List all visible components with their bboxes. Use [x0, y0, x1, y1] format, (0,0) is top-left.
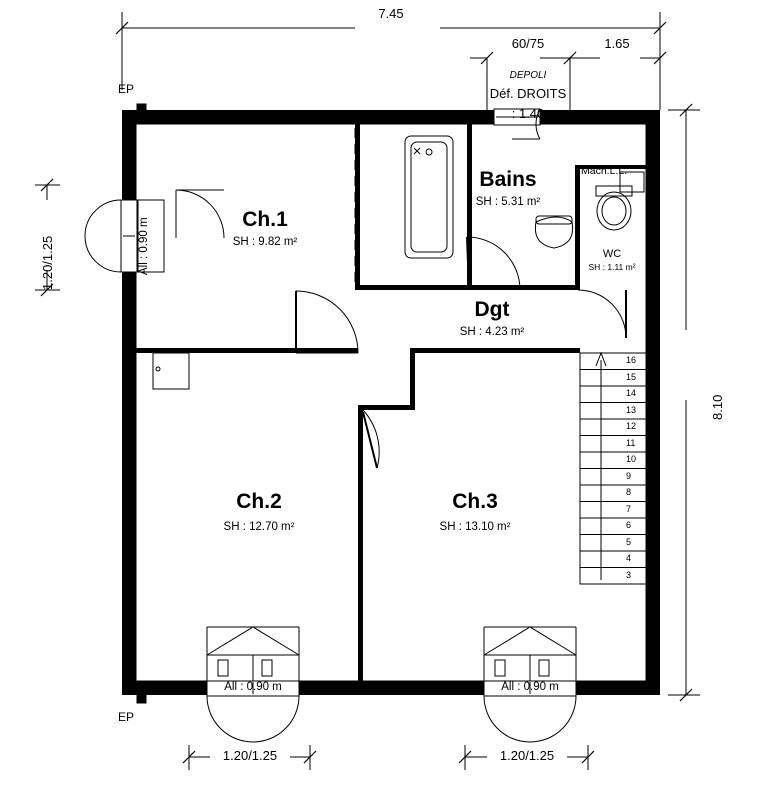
stair-step-15: 15	[626, 371, 637, 382]
label-ep-bottom: EP	[118, 710, 135, 724]
room-name-dgt: Dgt	[474, 298, 510, 321]
stair-step-8: 8	[626, 487, 632, 497]
label-mach-ll: Mach.L.L.	[581, 165, 628, 177]
dim-overall-height: 8.10	[710, 394, 725, 420]
stair-step-3: 3	[626, 569, 632, 580]
room-name-bains: Bains	[479, 168, 537, 191]
label-depoli: DEPOLI	[509, 70, 547, 81]
stair-step-7: 7	[626, 503, 632, 514]
room-area-bains: SH : 5.31 m²	[475, 196, 541, 208]
room-area-ch2: SH : 12.70 m²	[223, 521, 295, 533]
dim-bottom-right-window: 1.20/1.25	[499, 748, 555, 763]
label-bottom-right-allege: All : 0.90 m	[501, 681, 559, 693]
stair-step-4: 4	[626, 553, 632, 563]
room-area-dgt: SH : 4.23 m²	[459, 326, 525, 338]
label-def-droits: Déf. DROITS	[489, 86, 567, 101]
room-name-ch2: Ch.2	[236, 490, 282, 513]
dim-top-right-segment: 1.65	[604, 36, 630, 51]
stair-step-13: 13	[626, 404, 637, 415]
room-name-ch1: Ch.1	[242, 208, 288, 231]
stair-step-5: 5	[626, 536, 632, 547]
stair-step-16: 16	[626, 355, 637, 365]
stair-step-6: 6	[626, 520, 632, 530]
stair-step-9: 9	[626, 470, 632, 481]
label-def-droits-dim: : 1.40	[511, 106, 545, 121]
stair-step-10: 10	[626, 454, 637, 464]
stair-step-14: 14	[626, 388, 637, 398]
dim-overall-width: 7.45	[378, 6, 404, 21]
label-left-window-allege: All : 0.90 m	[138, 217, 150, 275]
room-name-wc: WC	[602, 248, 622, 260]
stair-step-12: 12	[626, 421, 637, 431]
dim-left-window: 1.20/1.25	[40, 235, 55, 290]
room-area-ch3: SH : 13.10 m²	[439, 521, 511, 533]
label-bottom-left-allege: All : 0.90 m	[224, 681, 282, 693]
dim-top-left-segment: 60/75	[511, 36, 545, 51]
room-name-ch3: Ch.3	[452, 490, 498, 513]
room-area-ch1: SH : 9.82 m²	[232, 236, 298, 248]
room-area-wc: SH : 1.11 m²	[588, 262, 636, 272]
label-ep-top: EP	[118, 82, 135, 96]
dim-bottom-left-window: 1.20/1.25	[222, 748, 278, 763]
stair-step-11: 11	[626, 437, 636, 448]
